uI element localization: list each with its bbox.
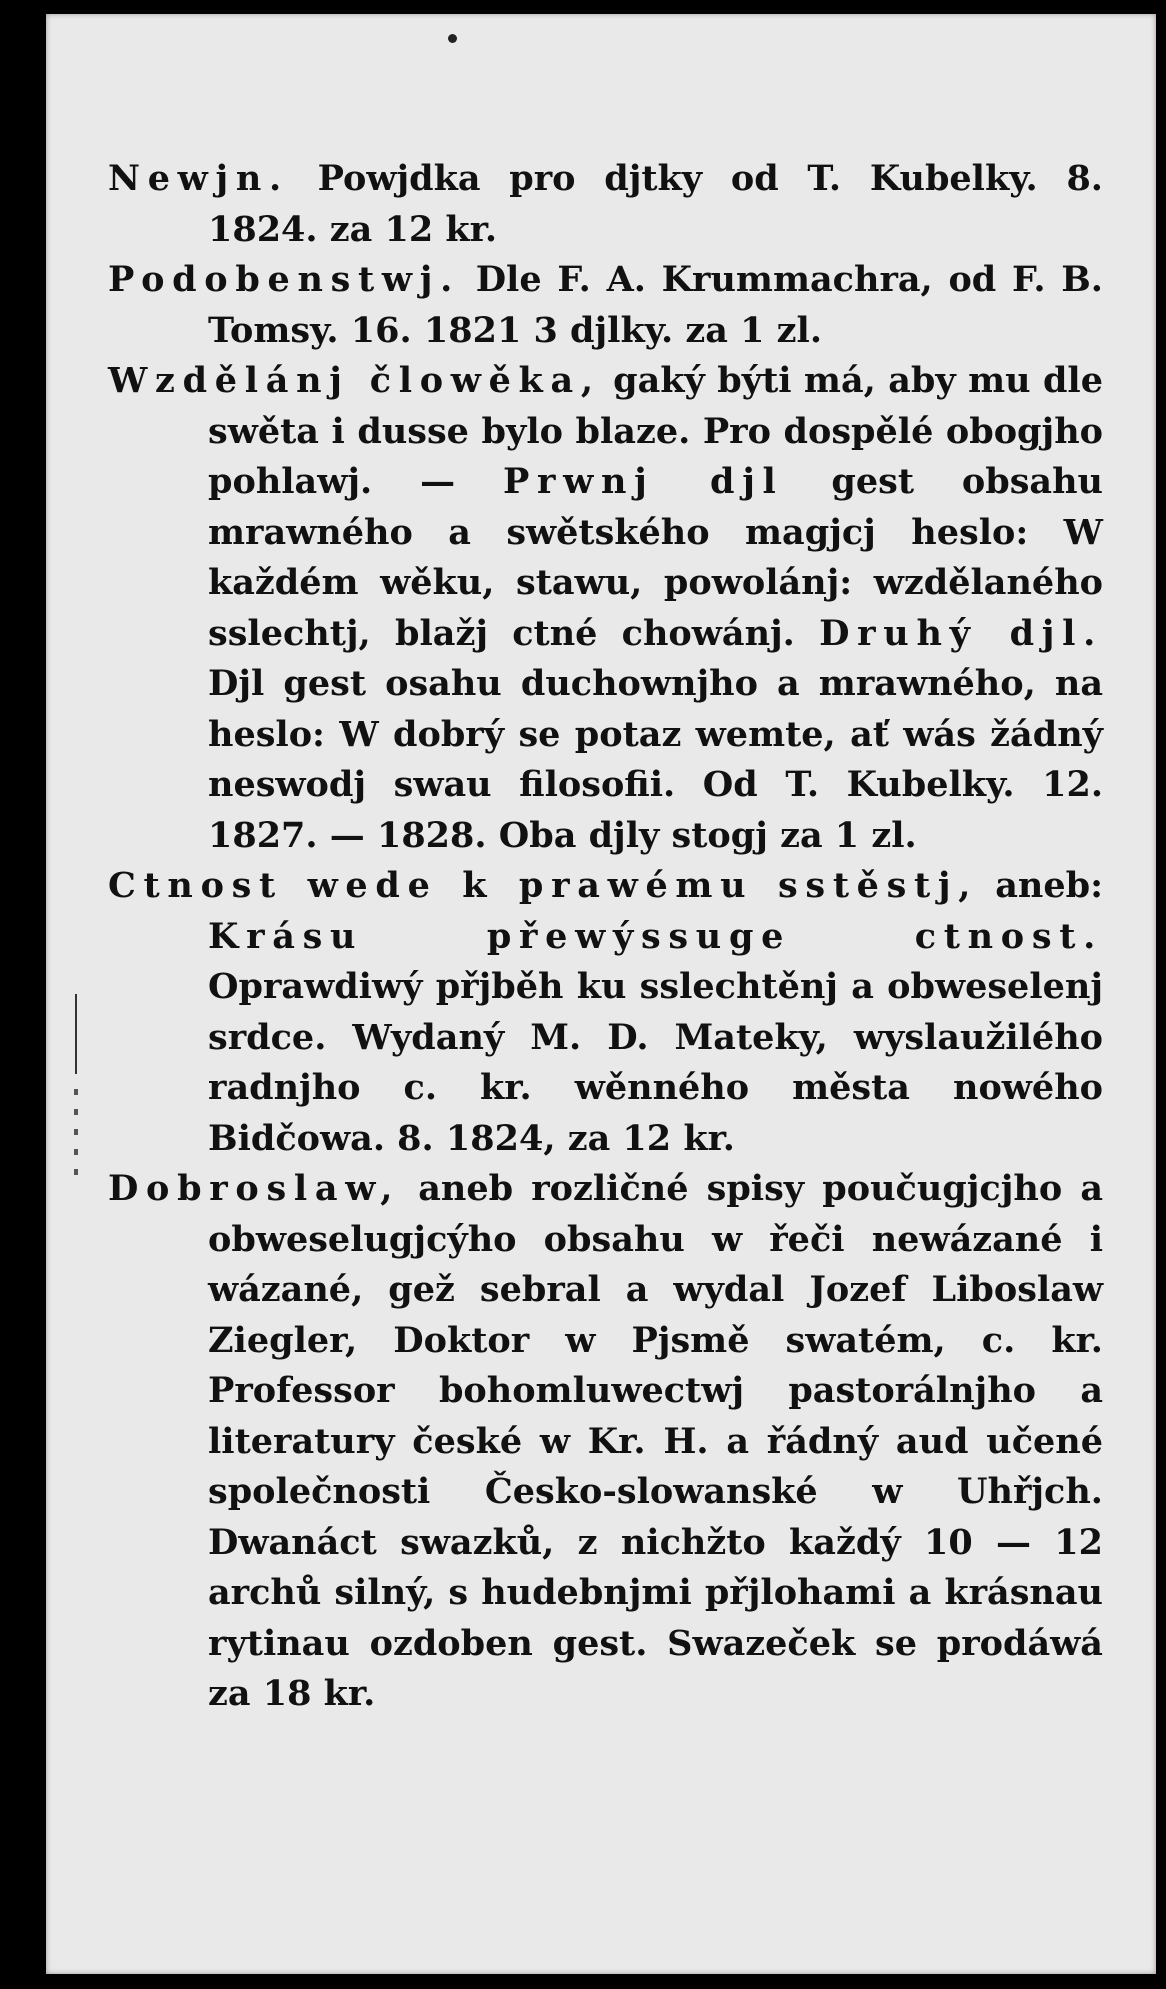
catalog-entry	[108, 255, 1103, 356]
catalog-entry	[108, 861, 1103, 1164]
margin-tick	[74, 1129, 78, 1135]
catalog-entry	[108, 154, 1103, 255]
entry-body: gaký býti má, aby mu dle swěta i dusse bylo blaze. Pro dospělé obogjho pohlawj. —	[208, 360, 1103, 502]
margin-line	[75, 994, 77, 1074]
ink-dot	[448, 34, 457, 43]
entry-headword: Newjn.	[108, 158, 289, 199]
catalog-entry	[108, 356, 1103, 861]
entry-headword: Podobenstwj.	[108, 259, 460, 300]
entry-body: aneb:	[978, 865, 1103, 906]
entry-body: Dle F. A. Krummachra, od F. B. Tomsy. 16. 1821 3 djlky. za 1 zl.	[208, 259, 1103, 351]
margin-tick	[74, 1109, 78, 1115]
catalog-page	[46, 14, 1156, 1974]
entry-subheading: Druhý djl.	[819, 612, 1103, 654]
entry-subheading: Prwnj djl	[502, 461, 784, 502]
entry-body: aneb rozličné spisy poučugjcjho a obweselugjcýho obsahu w řeči newázané i wázané, gež sebral a wydal Jozef Liboslaw Ziegler, Doktor w Pjsmě swatém, c. kr. Professor bohomluwectwj pastorálnjho a literatury české w Kr. H. a řádný aud učené společnosti Česko-slowanské w Uhřjch. Dwanáct swazků, z nichžto každý 10 — 12 archů silný, s hudebnjmi přjlohami a krásnau rytinau ozdoben gest. Swazeček se prodáwá za 18 kr.	[208, 1168, 1103, 1714]
entry-body: Oprawdiwý přjběh ku sslechtěnj a obweselenj srdce. Wydaný M. D. Mateky, wyslaužilého radnjho c. kr. wěnného města nowého Bidčowa. 8. 1824, za 12 kr.	[208, 966, 1103, 1159]
entry-body: Djl gest osahu duchownjho a mrawného, na heslo: W dobrý se potaz wemte, ať wás žádný neswodj swau filosofii. Od T. Kubelky. 12. 1827. — 1828. Oba djly stogj za 1 zl.	[208, 663, 1103, 856]
margin-tick	[74, 1089, 78, 1095]
entry-headword: Wzdělánj člowěka,	[108, 360, 601, 401]
entry-body: gest obsahu mrawného a swětského magjcj heslo: W každém wěku, stawu, powolánj: wzdělaného sslechtj, blažj ctné chowánj.	[208, 461, 1104, 654]
margin-tick	[74, 1169, 78, 1175]
entry-headword: Ctnost wede k prawému sstěstj,	[108, 865, 979, 906]
catalog-entry	[108, 1164, 1103, 1720]
entry-headword: Dobroslaw,	[108, 1168, 401, 1209]
entry-body: Powjdka pro djtky od T. Kubelky. 8. 1824. za 12 kr.	[208, 158, 1103, 250]
margin-tick	[74, 1149, 78, 1155]
entry-subheading: Krásu přewýssuge ctnost.	[208, 915, 1103, 957]
catalog-entries	[108, 154, 1103, 1720]
margin-marks	[70, 994, 84, 1184]
